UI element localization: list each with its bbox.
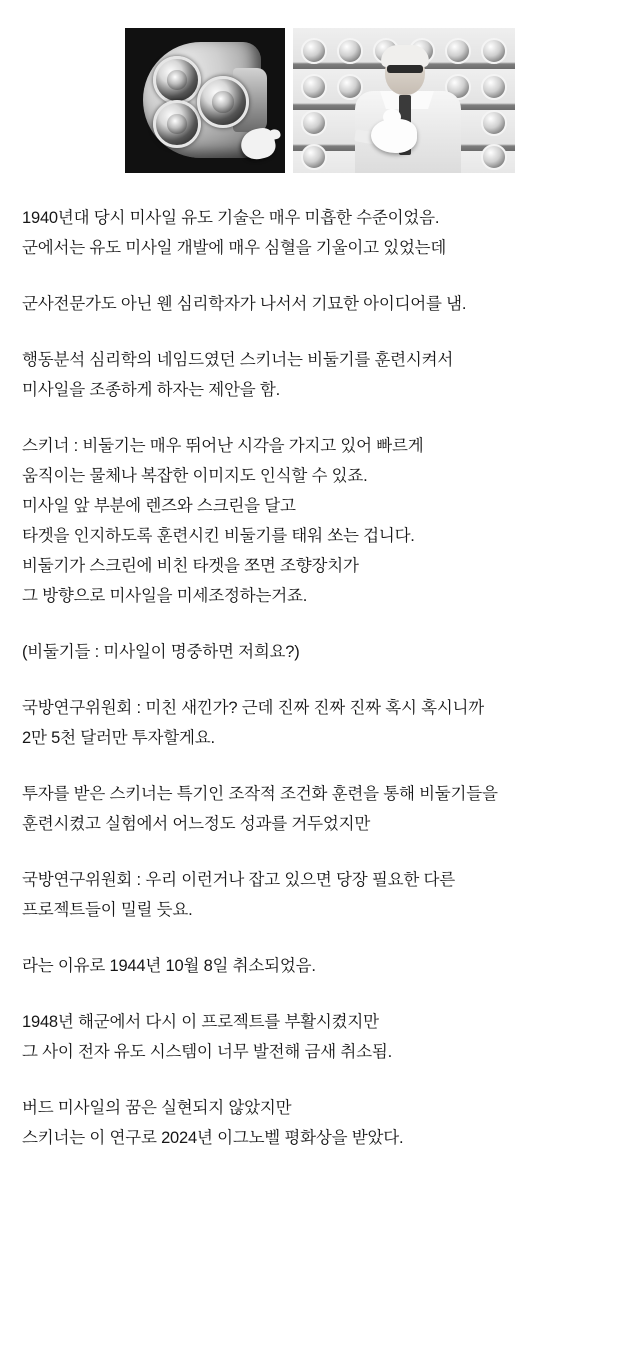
text-line: 미사일 앞 부분에 렌즈와 스크린을 달고 (22, 497, 296, 515)
text-line: 그 방향으로 미사일을 미세조정하는거죠. (22, 587, 308, 605)
lens-port-icon (153, 56, 201, 104)
text-line: (비둘기들 : 미사일이 명중하면 저희요?) (22, 643, 300, 661)
man-hair (381, 45, 429, 67)
paragraph (22, 289, 618, 319)
paragraph (22, 345, 618, 405)
paragraph (22, 693, 618, 753)
shelf-dish-icon (301, 144, 327, 170)
pigeon-head (383, 109, 401, 125)
text-line: 투자를 받은 스키너는 특기인 조작적 조건화 훈련을 통해 비둘기들을 (22, 785, 498, 803)
text-line: 타겟을 인지하도록 훈련시킨 비둘기를 태워 쏘는 겁니다. (22, 527, 415, 545)
shelf-dish-icon (481, 110, 507, 136)
text-line: 국방연구위원회 : 우리 이런거나 잡고 있으면 당장 필요한 다른 (22, 871, 455, 889)
text-line: 군사전문가도 아닌 웬 심리학자가 나서서 기묘한 아이디어를 냄. (22, 295, 467, 313)
shelf-dish-icon (301, 74, 327, 100)
missile-nose-cone-photo (125, 28, 285, 173)
text-line: 2만 5천 달러만 투자할게요. (22, 729, 215, 747)
lens-port-icon (197, 76, 249, 128)
text-line: 군에서는 유도 미사일 개발에 매우 심혈을 기울이고 있었는데 (22, 239, 447, 257)
paragraph (22, 865, 618, 925)
shelf-dish-icon (301, 38, 327, 64)
lens-port-icon (153, 100, 201, 148)
shelf-dish-icon (481, 144, 507, 170)
text-line: 라는 이유로 1944년 10월 8일 취소되었음. (22, 957, 316, 975)
paragraph (22, 951, 618, 981)
article-body (0, 173, 640, 1187)
text-line: 스키너 : 비둘기는 매우 뛰어난 시각을 가지고 있어 빠르게 (22, 437, 424, 455)
lens-core (167, 70, 186, 89)
lens-core (212, 91, 233, 112)
man-figure (349, 47, 467, 173)
paragraph (22, 1093, 618, 1153)
glasses-icon (387, 65, 423, 73)
text-line: 국방연구위원회 : 미친 새낀가? 근데 진짜 진짜 진짜 혹시 혹시니까 (22, 699, 485, 717)
skinner-with-pigeon-photo (293, 28, 515, 173)
paragraph (22, 779, 618, 839)
text-line: 움직이는 물체나 복잡한 이미지도 인식할 수 있죠. (22, 467, 368, 485)
text-line: 프로젝트들이 밀릴 듯요. (22, 901, 193, 919)
text-line: 미사일을 조종하게 하자는 제안을 함. (22, 381, 281, 399)
image-strip (0, 0, 640, 173)
paragraph (22, 1007, 618, 1067)
text-line: 비둘기가 스크린에 비친 타겟을 쪼면 조향장치가 (22, 557, 359, 575)
lens-core (167, 114, 186, 133)
text-line: 1940년대 당시 미사일 유도 기술은 매우 미흡한 수준이었음. (22, 209, 440, 227)
paragraph (22, 203, 618, 263)
text-line: 버드 미사일의 꿈은 실현되지 않았지만 (22, 1099, 292, 1117)
text-line: 스키너는 이 연구로 2024년 이그노벨 평화상을 받았다. (22, 1129, 404, 1147)
text-line: 훈련시켰고 실험에서 어느정도 성과를 거두었지만 (22, 815, 371, 833)
shelf-dish-icon (481, 74, 507, 100)
text-line: 1948년 해군에서 다시 이 프로젝트를 부활시켰지만 (22, 1013, 379, 1031)
text-line: 행동분석 심리학의 네임드였던 스키너는 비둘기를 훈련시켜서 (22, 351, 454, 369)
paragraph (22, 431, 618, 611)
shelf-dish-icon (301, 110, 327, 136)
text-line: 그 사이 전자 유도 시스템이 너무 발전해 금새 취소됨. (22, 1043, 392, 1061)
shelf-dish-icon (481, 38, 507, 64)
paragraph (22, 637, 618, 667)
